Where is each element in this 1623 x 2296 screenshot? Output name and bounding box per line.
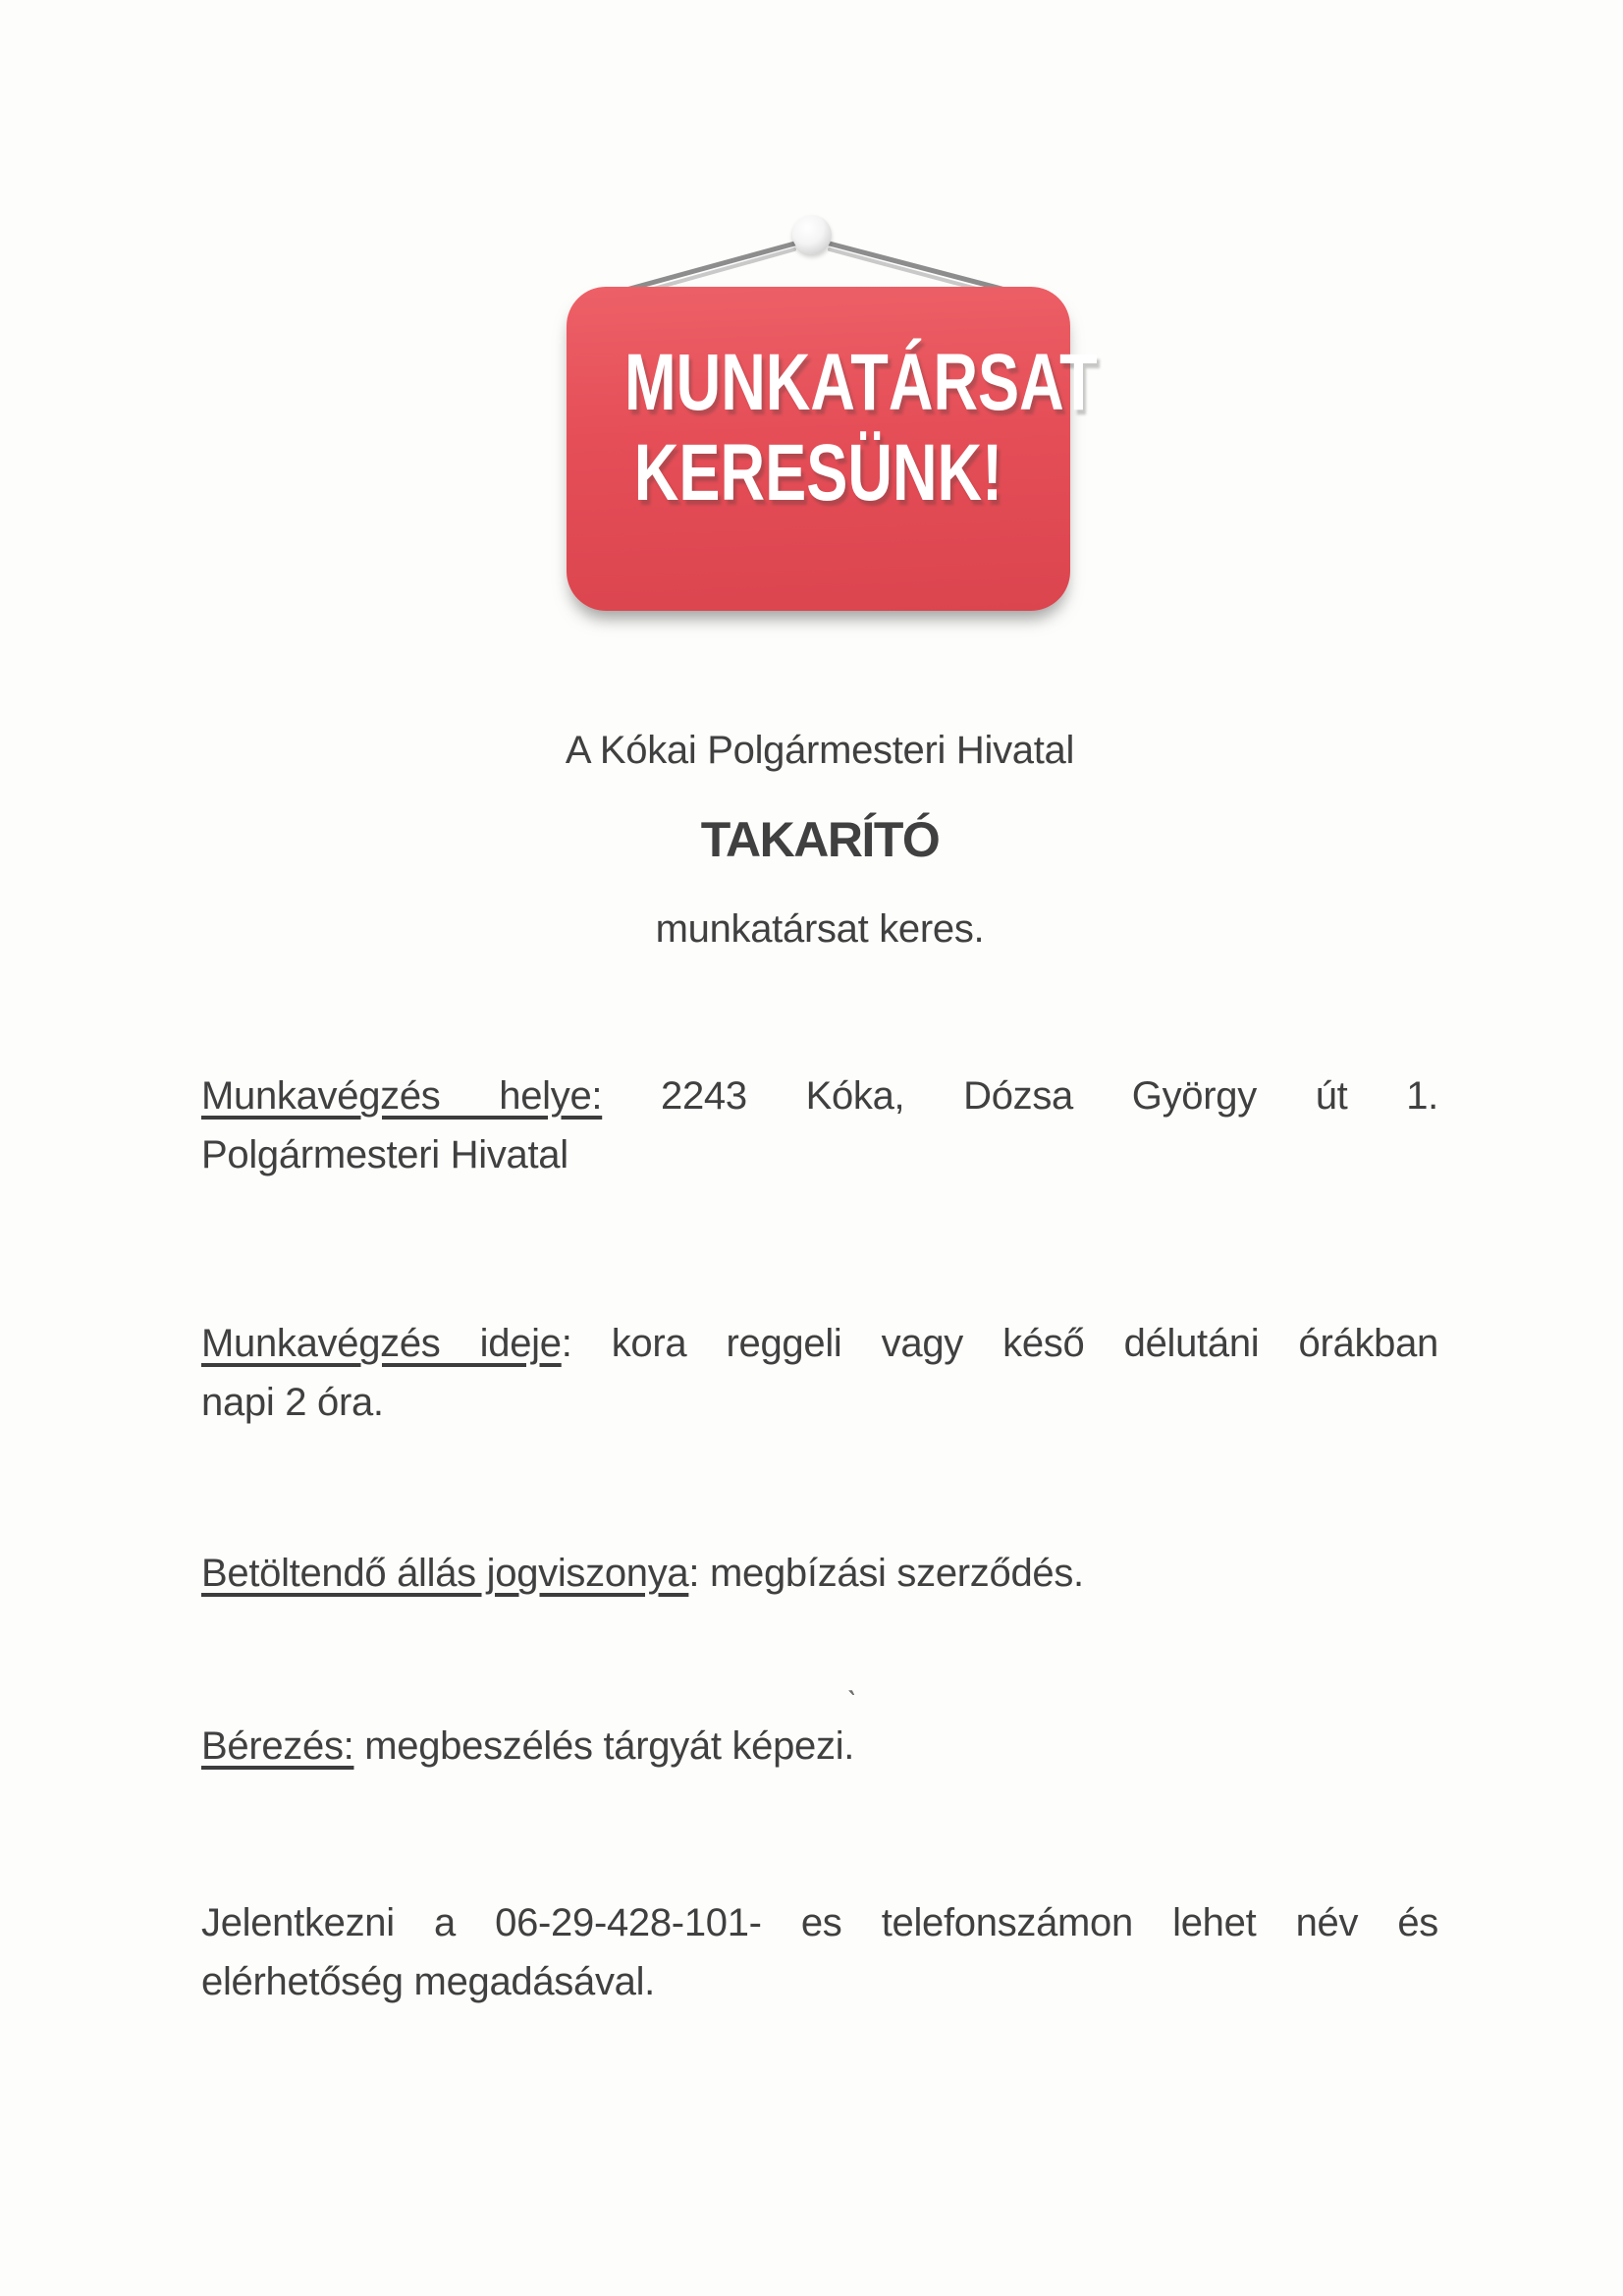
contract-line bbox=[201, 1544, 1438, 1603]
location-label: Munkavégzés helye: bbox=[201, 1074, 603, 1118]
intro-organization: A Kókai Polgármesteri Hivatal bbox=[565, 729, 1075, 772]
hanging-sign bbox=[567, 287, 1098, 611]
location-value-line2: Polgármesteri Hivatal bbox=[201, 1133, 568, 1176]
sign-text-line2: KERESÜNK! bbox=[633, 428, 1003, 518]
paragraph-location bbox=[201, 1066, 1438, 1184]
contract-separator: : bbox=[688, 1552, 700, 1595]
intro-block bbox=[201, 706, 1438, 974]
location-line1 bbox=[201, 1066, 1438, 1125]
paragraph-salary bbox=[201, 1717, 1438, 1776]
contract-value: megbízási szerződés. bbox=[699, 1552, 1084, 1595]
intro-job-title: TAKARÍTÓ bbox=[700, 812, 940, 867]
location-value-line1: 2243 Kóka, Dózsa György út 1. bbox=[602, 1074, 1438, 1118]
schedule-label: Munkavégzés ideje bbox=[201, 1322, 562, 1365]
intro-tagline: munkatársat keres. bbox=[655, 907, 985, 951]
salary-value: megbeszélés tárgyát képezi. bbox=[353, 1724, 855, 1768]
schedule-separator: : bbox=[561, 1322, 572, 1365]
sign-string-left bbox=[616, 243, 798, 293]
scan-artifact: ˋ bbox=[846, 1685, 858, 1722]
sign-text-line1: MUNKATÁRSAT bbox=[623, 338, 1098, 427]
contract-label: Betöltendő állás jogviszonya bbox=[201, 1552, 689, 1595]
contact-line1: Jelentkezni a 06-29-428-101- es telefonszámon lehet név és bbox=[201, 1901, 1438, 1944]
schedule-line1 bbox=[201, 1314, 1438, 1373]
contact-line2: elérhetőség megadásával. bbox=[201, 1960, 655, 2003]
paragraph-contract bbox=[201, 1544, 1438, 1603]
salary-line bbox=[201, 1717, 1438, 1776]
schedule-value-line2: napi 2 óra. bbox=[201, 1381, 384, 1424]
paragraph-contact bbox=[201, 1893, 1438, 2011]
schedule-value-line1: kora reggeli vagy késő délutáni órákban bbox=[571, 1322, 1438, 1365]
pin-ball-icon bbox=[792, 215, 832, 254]
salary-label: Bérezés: bbox=[201, 1724, 354, 1768]
sign-string-right bbox=[826, 243, 1016, 293]
paragraph-schedule bbox=[201, 1314, 1438, 1432]
